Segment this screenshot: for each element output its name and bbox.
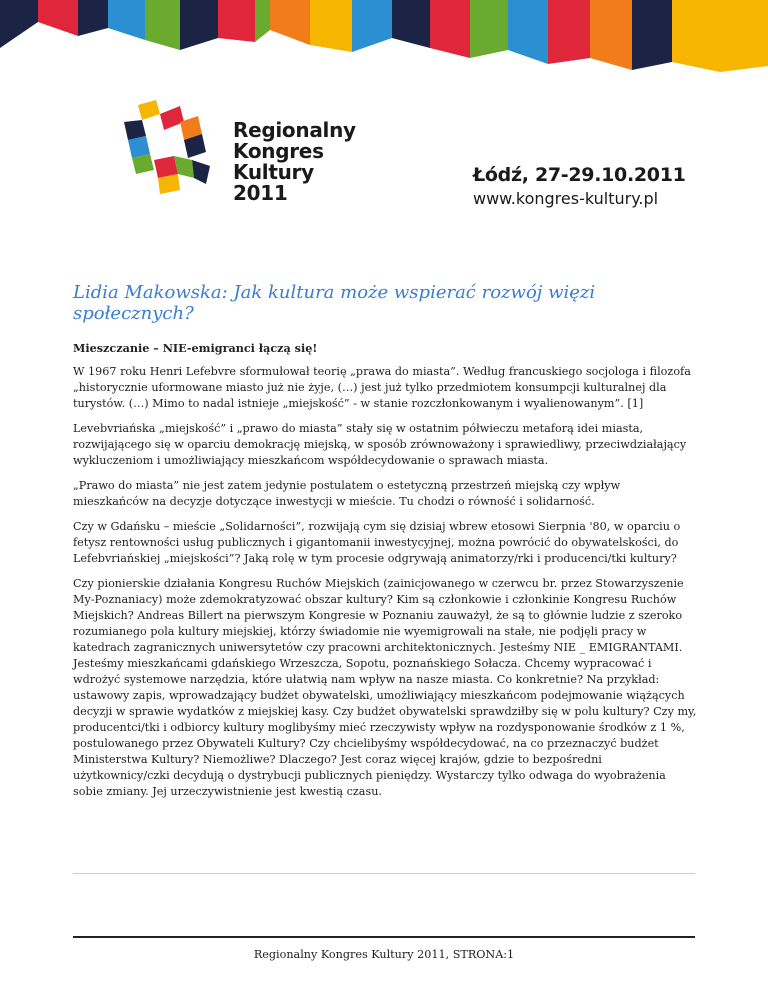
logo-line: Kongres <box>233 139 324 163</box>
logo-line: Kultury <box>233 160 314 184</box>
event-date: Łódź, 27-29.10.2011 <box>473 164 686 186</box>
logo-line: Regionalny <box>233 118 356 142</box>
content-divider <box>73 873 695 874</box>
logo-line: 2011 <box>233 181 288 205</box>
event-url: www.kongres-kultury.pl <box>473 189 659 208</box>
article-subtitle: Mieszczanie – NIE-emigranci łączą się! <box>73 341 318 355</box>
article-body <box>73 340 697 809</box>
header-banner <box>0 0 768 75</box>
paragraph: „Prawo do miasta” nie jest zatem jedynie postulatem o estetyczną przestrzeń miejską czy wpływ mieszkańców na decyzje dotyczące inwestycji w mieście. Tu chodzi o równość i solidarność. <box>73 479 621 508</box>
article-title: Lidia Makowska: Jak kultura może wspierać rozwój więzi społecznych? <box>73 282 596 324</box>
page-footer: Regionalny Kongres Kultury 2011, STRONA:1 <box>253 948 515 961</box>
logo-wordmark <box>233 120 356 204</box>
paragraph: W 1967 roku Henri Lefebvre sformułował teorię „prawa do miasta”. Według francuskiego socjologa i filozofa „historycznie uformowane miasto już nie żyje, (…) jest już tylko przedmiotem konsumpcji kulturalnej dla turystów. (…) Mimo to nadal istnieje „miejskość” - w stanie rozczłonkowanym i wyalienowanym”. [1] <box>73 365 691 410</box>
footer-rule <box>73 936 695 938</box>
congress-logo-icon <box>120 100 220 195</box>
paragraph: Czy w Gdańsku – mieście „Solidarności”, rozwijają cym się dzisiaj wbrew etosowi Sierpnia '80, w oparciu o fetysz rentowności usług publicznych i gigantomanii inwestycyjnej, można powrócić do obywatelskości, do Lefebvriańskiej „miejskości”? Jaką rolę w tym procesie odgrywają animatorzy/rki i producenci/tki kultury? <box>73 520 681 565</box>
paragraph: Levebvriańska „miejskość” i „prawo do miasta” stały się w ostatnim półwieczu metaforą idei miasta, rozwijającego się w oparciu demokrację miejską, w sposób zrównoważony i sprawiedliwy, przeciwdziałający wykluczeniom i umożliwiający mieszkańcom współdecydowanie o sprawach miasta. <box>73 422 687 467</box>
paragraph: Czy pionierskie działania Kongresu Ruchów Miejskich (zainicjowanego w czerwcu br. przez Stowarzyszenie My-Poznaniacy) może zdemokratyzować obszar kultury? Kim są członkowie i członkinie Kongresu Ruchów Miejskich? Andreas Billert na pierwszym Kongresie w Poznaniu zauważył, że są to głównie ludzie z szeroko rozumianego pola kultury miejskiej, którzy świadomie nie wyemigrowali na stałe, nie podjęli pracy w katedrach zagranicznych uniwersytetów czy pracowni architektonicznych. Jesteśmy NIE _ EMIGRANTAMI. Jesteśmy mieszkańcami gdańskiego Wrzeszcza, Sopotu, poznańskiego Sołacza. Chcemy wypracować i wdrożyć systemowe narzędzia, które ułatwią nam wpływ na nasze miasta. Co konkretnie? Na przykład: ustawowy zapis, wprowadzający budżet obywatelski, umożliwiający mieszkańcom podejmowanie wiążących decyzji w sprawie wydatków z miejskiej kasy. Czy budżet obywatelski sprawdziłby się w polu kultury? Czy my, producentci/tki i odbiorcy kultury moglibyśmy mieć rzeczywisty wpływ na rozdysponowanie środków z 1 %, postulowanego przez Obywateli Kultury? Czy chcielibyśmy współdecydować, na co przeznaczyć budżet Ministerstwa Kultury? Niemożliwe? Dlaczego? Jest coraz więcej krajów, gdzie to bezpośredni użytkownicy/czki decydują o dystrybucji publicznych pieniędzy. Wystarczy tylko odwaga do wyobrażenia sobie zmiany. Jej urzeczywistnienie jest kwestią czasu. <box>73 577 697 798</box>
